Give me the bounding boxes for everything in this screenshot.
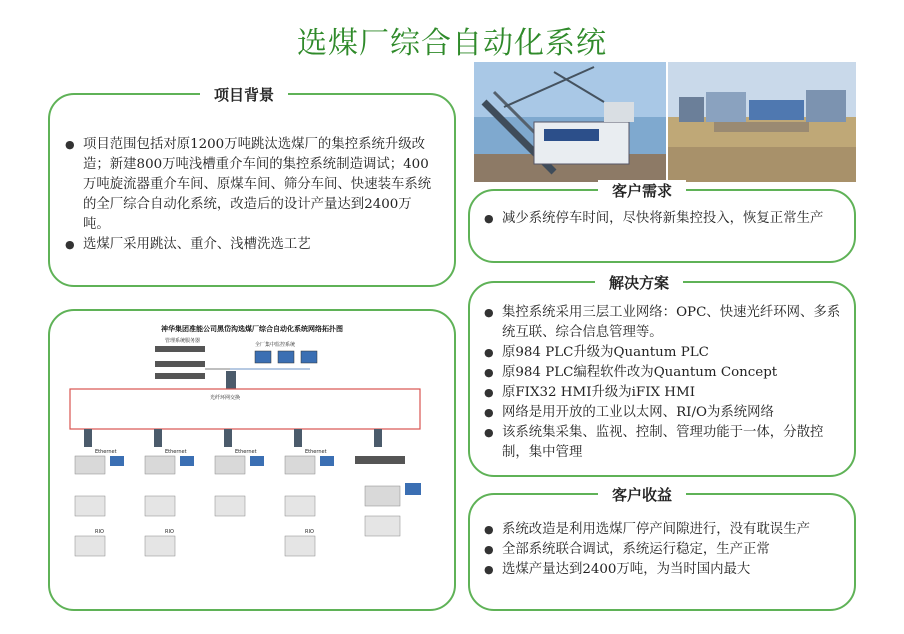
solution-panel <box>468 274 856 477</box>
requirements-panel <box>468 182 856 263</box>
list-item: ● 系统改造是利用选煤厂停产间隙进行，没有耽误生产 <box>484 520 846 540</box>
ring-label: 光纤环网交换 <box>210 395 241 401</box>
network-diagram-panel <box>48 309 456 611</box>
plant-photo <box>668 62 856 182</box>
server-rack <box>155 337 205 379</box>
station-5 <box>355 429 421 536</box>
background-list <box>65 135 435 255</box>
benefits-heading: 客户收益 <box>598 484 686 505</box>
list-item: ● 原FIX32 HMI升级为iFIX HMI <box>484 383 846 403</box>
list-item: ● 全部系统联合调试，系统运行稳定，生产正常 <box>484 540 846 560</box>
fiber-ring <box>70 389 420 429</box>
requirements-heading: 客户需求 <box>598 180 686 201</box>
list-item: ● 网络是用开放的工业以太网、RI/O为系统网络 <box>484 403 846 423</box>
monitor-group <box>255 341 317 363</box>
net-label: Ethernet <box>305 449 327 455</box>
list-item: ● 选煤厂采用跳汰、重介、浅槽洗选工艺 <box>65 235 435 255</box>
benefits-panel <box>468 486 856 611</box>
rio-label: RIO <box>165 529 174 535</box>
requirements-list <box>484 209 844 229</box>
list-item: ● 原984 PLC升级为Quantum PLC <box>484 343 846 363</box>
right-label: 全厂集中监控系统 <box>255 342 296 348</box>
list-item: ● 原984 PLC编程软件改为Quantum Concept <box>484 363 846 383</box>
solution-list <box>484 303 846 463</box>
station-3 <box>215 429 264 516</box>
top-label: 管理系统服务器 <box>165 338 201 344</box>
background-heading: 项目背景 <box>200 84 288 105</box>
list-item: ● 项目范围包括对原1200万吨跳汰选煤厂的集控系统升级改造；新建800万吨浅槽重介车间的集控系统制造调试；400万吨旋流器重介车间、原煤车间、筛分车间、快速装车系统的全厂综合自动化系统，改造后的设计产量达到2400万吨。 <box>65 135 435 235</box>
list-item: ● 选煤产量达到2400万吨，为当时国内最大 <box>484 560 846 580</box>
rio-label: RIO <box>305 529 314 535</box>
site-photos <box>474 62 856 182</box>
benefits-list <box>484 520 846 580</box>
network-topology-diagram <box>50 311 454 609</box>
list-item: ● 该系统集采集、监视、控制、管理功能于一体，分散控制，集中管理 <box>484 423 846 463</box>
background-panel <box>48 86 456 287</box>
list-item: ● 集控系统采用三层工业网络：OPC、快速光纤环网、多系统互联、综合信息管理等。 <box>484 303 846 343</box>
net-label: Ethernet <box>165 449 187 455</box>
dragline-photo <box>474 62 666 182</box>
list-item: ● 减少系统停车时间，尽快将新集控投入，恢复正常生产 <box>484 209 844 229</box>
diagram-title: 神华集团准能公司黑岱沟选煤厂综合自动化系统网络拓扑图 <box>161 325 343 333</box>
net-label: Ethernet <box>95 449 117 455</box>
page-title: 选煤厂综合自动化系统 <box>297 26 607 61</box>
rio-label: RIO <box>95 529 104 535</box>
net-label: Ethernet <box>235 449 257 455</box>
solution-heading: 解决方案 <box>595 272 683 293</box>
